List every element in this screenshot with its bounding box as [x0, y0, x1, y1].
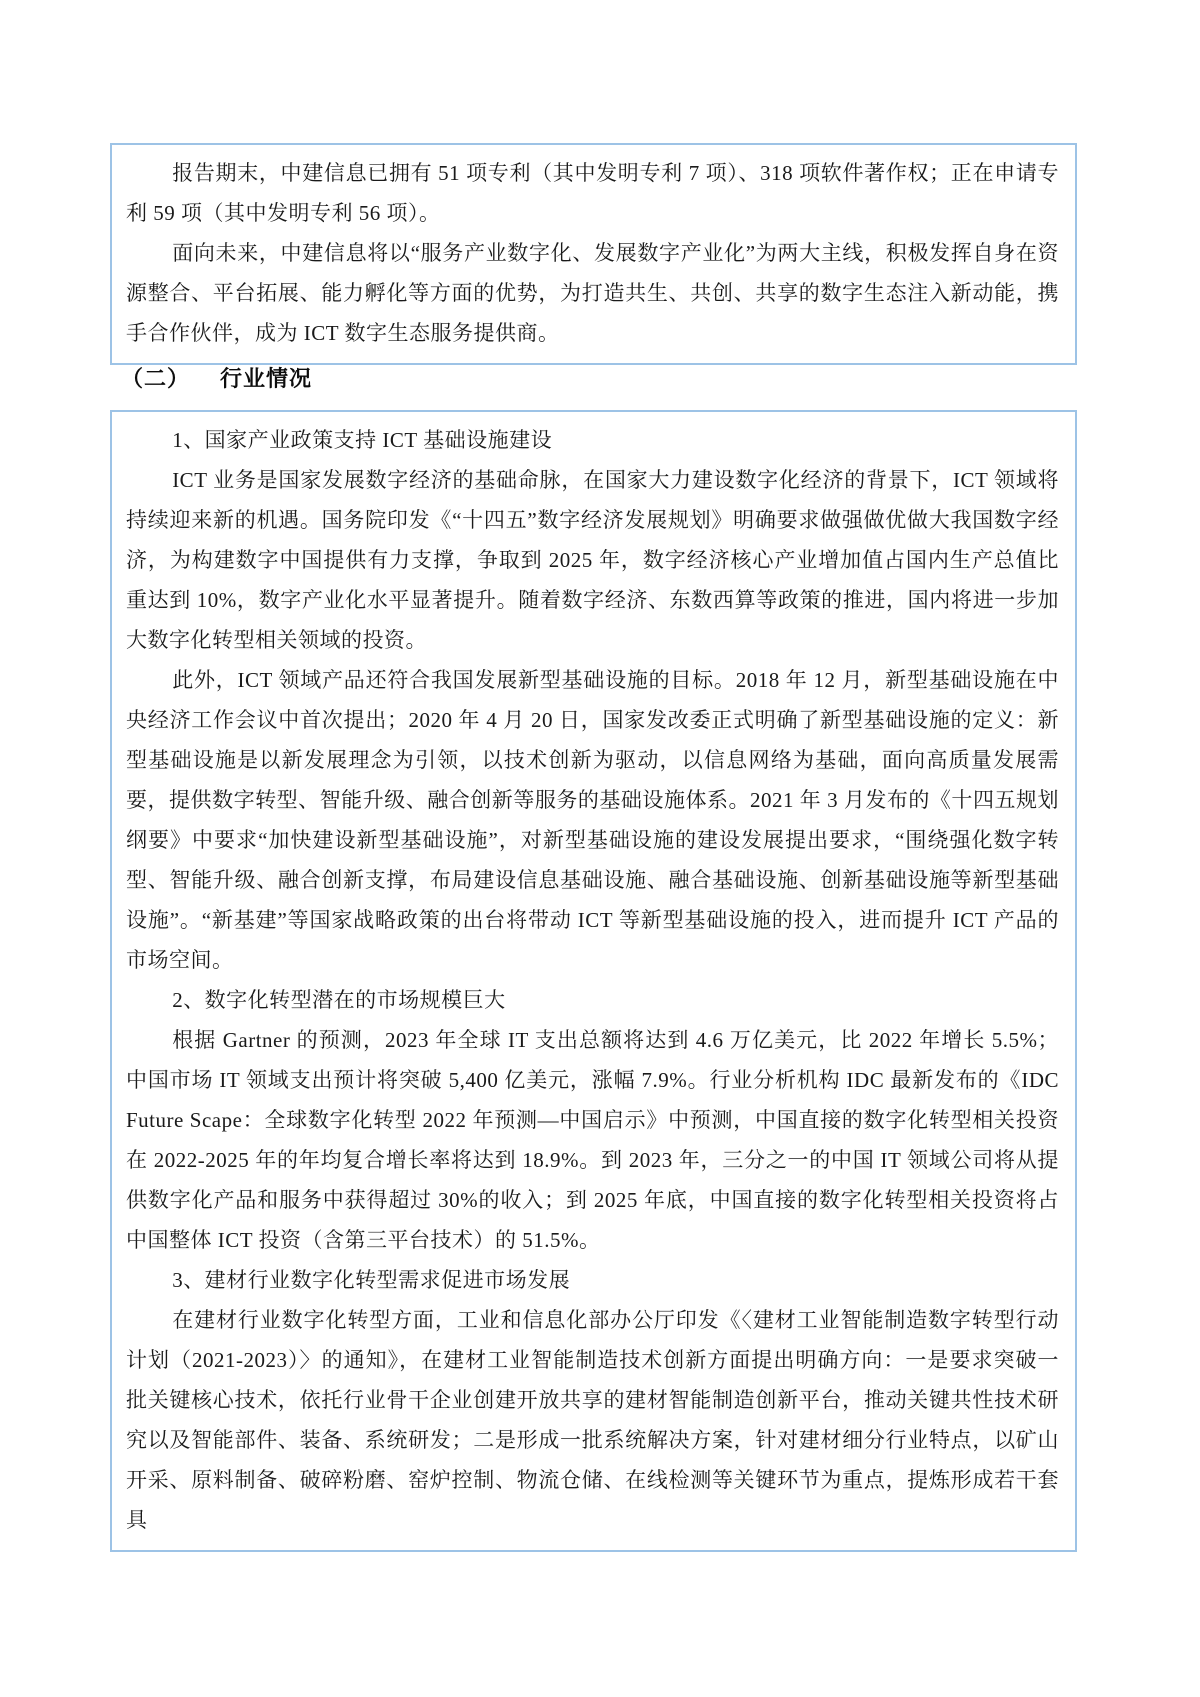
- paragraph-ict-policy: ICT 业务是国家发展数字经济的基础命脉，在国家大力建设数字化经济的背景下，ICT 领域将持续迎来新的机遇。国务院印发《“十四五”数字经济发展规划》明确要求做强做优做大我国数字经济，为构建数字中国提供有力支撑，争取到 2025 年，数字经济核心产业增加值占国内生产总值比重达到 10%，数字产业化水平显著提升。随着数字经济、东数西算等政策的推进，国内将进一步加大数字化转型相关领域的投资。: [126, 468, 1059, 652]
- section-heading: [121, 362, 312, 393]
- paragraph-market-forecast: 根据 Gartner 的预测，2023 年全球 IT 支出总额将达到 4.6 万亿美元，比 2022 年增长 5.5%；中国市场 IT 领域支出预计将突破 5,400 亿美元，涨幅 7.9%。行业分析机构 IDC 最新发布的《IDC Future Scape：全球数字化转型 2022 年预测—中国启示》中预测，中国直接的数字化转型相关投资在 2022-2025 年的年均复合增长率将达到 18.9%。到 2023 年，三分之一的中国 IT 领域公司将从提供数字化产品和服务中获得超过 30%的收入；到 2025 年底，中国直接的数字化转型相关投资将占中国整体 ICT 投资（含第三平台技术）的 51.5%。: [126, 1028, 1059, 1252]
- subheading-digital-transformation-market: 2、数字化转型潜在的市场规模巨大: [172, 988, 506, 1012]
- paragraph-future-outlook: 面向未来，中建信息将以“服务产业数字化、发展数字产业化”为两大主线，积极发挥自身在资源整合、平台拓展、能力孵化等方面的优势，为打造共生、共创、共享的数字生态注入新动能，携手合作伙伴，成为 ICT 数字生态服务提供商。: [126, 241, 1059, 345]
- paragraph-building-materials-plan: 在建材行业数字化转型方面，工业和信息化部办公厅印发《〈建材工业智能制造数字转型行动计划（2021-2023）〉的通知》，在建材工业智能制造技术创新方面提出明确方向：一是要求突破一批关键核心技术，依托行业骨干企业创建开放共享的建材智能制造创新平台，推动关键共性技术研究以及智能部件、装备、系统研发；二是形成一批系统解决方案，针对建材细分行业特点，以矿山开采、原料制备、破碎粉磨、窑炉控制、物流仓储、在线检测等关键环节为重点，提炼形成若干套具: [126, 1308, 1059, 1532]
- industry-overview-box: [110, 410, 1077, 1552]
- subheading-ict-policy: 1、国家产业政策支持 ICT 基础设施建设: [172, 428, 553, 452]
- section-number: （二）: [121, 366, 191, 391]
- company-overview-box: [110, 143, 1077, 365]
- paragraph-patents: 报告期末，中建信息已拥有 51 项专利（其中发明专利 7 项）、318 项软件著作权；正在申请专利 59 项（其中发明专利 56 项）。: [126, 161, 1059, 225]
- subheading-building-materials: 3、建材行业数字化转型需求促进市场发展: [172, 1268, 571, 1292]
- section-title: 行业情况: [220, 366, 313, 391]
- paragraph-new-infrastructure: 此外，ICT 领域产品还符合我国发展新型基础设施的目标。2018 年 12 月，新型基础设施在中央经济工作会议中首次提出；2020 年 4 月 20 日，国家发改委正式明确了新型基础设施的定义：新型基础设施是以新发展理念为引领，以技术创新为驱动，以信息网络为基础，面向高质量发展需要，提供数字转型、智能升级、融合创新等服务的基础设施体系。2021 年 3 月发布的《十四五规划纲要》中要求“加快建设新型基础设施”，对新型基础设施的建设发展提出要求，“围绕强化数字转型、智能升级、融合创新支撑，布局建设信息基础设施、融合基础设施、创新基础设施等新型基础设施”。“新基建”等国家战略政策的出台将带动 ICT 等新型基础设施的投入，进而提升 ICT 产品的市场空间。: [126, 668, 1059, 972]
